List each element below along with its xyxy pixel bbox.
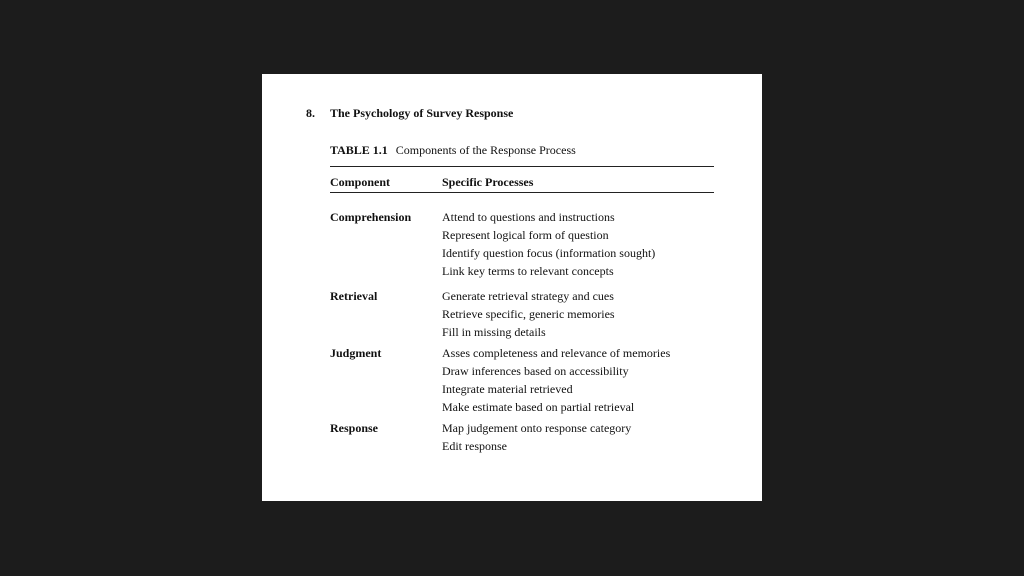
process-item: Asses completeness and relevance of memories xyxy=(442,346,671,360)
running-header xyxy=(306,106,513,121)
process-item: Edit response xyxy=(442,439,507,453)
process-item: Draw inferences based on accessibility xyxy=(442,364,629,378)
process-item: Identify question focus (information sought) xyxy=(442,246,656,260)
process-list xyxy=(442,419,631,455)
process-item: Generate retrieval strategy and cues xyxy=(442,289,614,303)
process-item: Represent logical form of question xyxy=(442,228,609,242)
process-item: Fill in missing details xyxy=(442,325,546,339)
running-title: The Psychology of Survey Response xyxy=(330,106,514,120)
component-cell: Response xyxy=(330,421,379,435)
process-list xyxy=(442,208,655,280)
process-item: Map judgement onto response category xyxy=(442,421,632,435)
process-list xyxy=(442,287,615,341)
process-list xyxy=(442,344,670,416)
table-header-rule xyxy=(330,192,714,193)
document-page xyxy=(262,74,762,501)
column-header-component: Component xyxy=(330,175,391,189)
page-number: 8. xyxy=(306,106,315,120)
process-item: Link key terms to relevant concepts xyxy=(442,264,614,278)
process-item: Make estimate based on partial retrieval xyxy=(442,400,635,414)
table-top-rule xyxy=(330,166,714,167)
process-item: Retrieve specific, generic memories xyxy=(442,307,615,321)
column-header-processes: Specific Processes xyxy=(442,175,534,189)
process-item: Integrate material retrieved xyxy=(442,382,573,396)
component-cell: Judgment xyxy=(330,346,382,360)
table-label: TABLE 1.1 xyxy=(330,143,388,157)
table-caption xyxy=(330,143,576,158)
component-cell: Retrieval xyxy=(330,289,378,303)
component-cell: Comprehension xyxy=(330,210,412,224)
table-caption-text: Components of the Response Process xyxy=(395,143,576,157)
process-item: Attend to questions and instructions xyxy=(442,210,615,224)
